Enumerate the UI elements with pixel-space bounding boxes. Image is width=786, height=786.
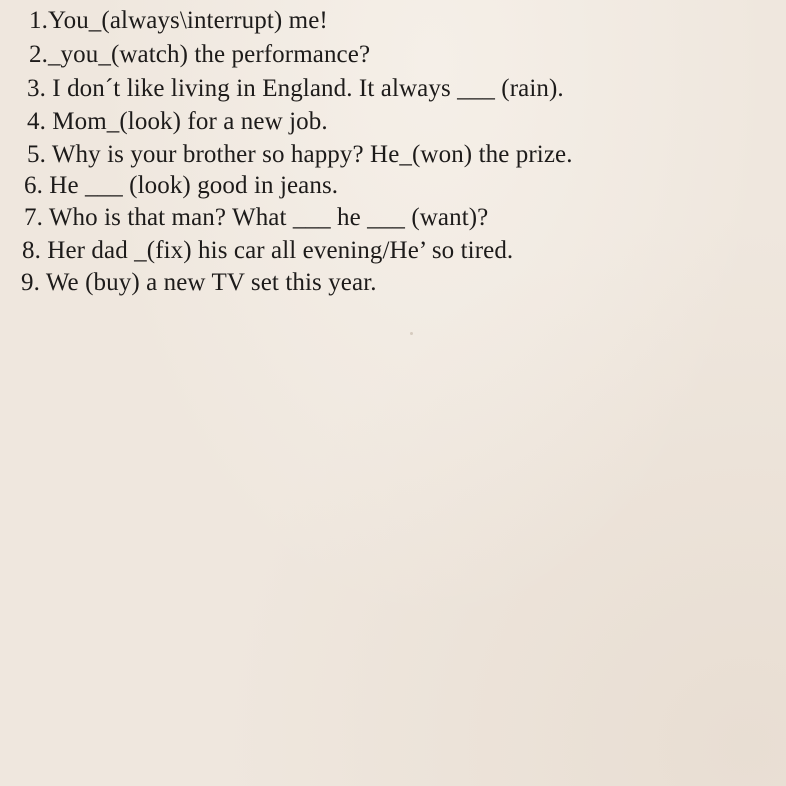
exercise-line-5: 5. Why is your brother so happy? He_(won) the prize. (27, 141, 573, 168)
exercise-line-9: 9. We (buy) a new TV set this year. (21, 269, 377, 296)
exercise-line-3: 3. I don´t like living in England. It always ___ (rain). (27, 75, 564, 102)
exercise-line-1: 1.You_(always\interrupt) me! (29, 7, 328, 34)
exercise-line-2: 2._you_(watch) the performance? (29, 41, 371, 68)
exercise-line-8: 8. Her dad _(fix) his car all evening/He’ so tired. (22, 237, 514, 264)
exercise-line-6: 6. He ___ (look) good in jeans. (24, 172, 339, 199)
exercise-line-7: 7. Who is that man? What ___ he ___ (want)? (24, 204, 489, 231)
exercise-line-4: 4. Mom_(look) for a new job. (27, 108, 328, 135)
paper-speck (410, 332, 413, 335)
